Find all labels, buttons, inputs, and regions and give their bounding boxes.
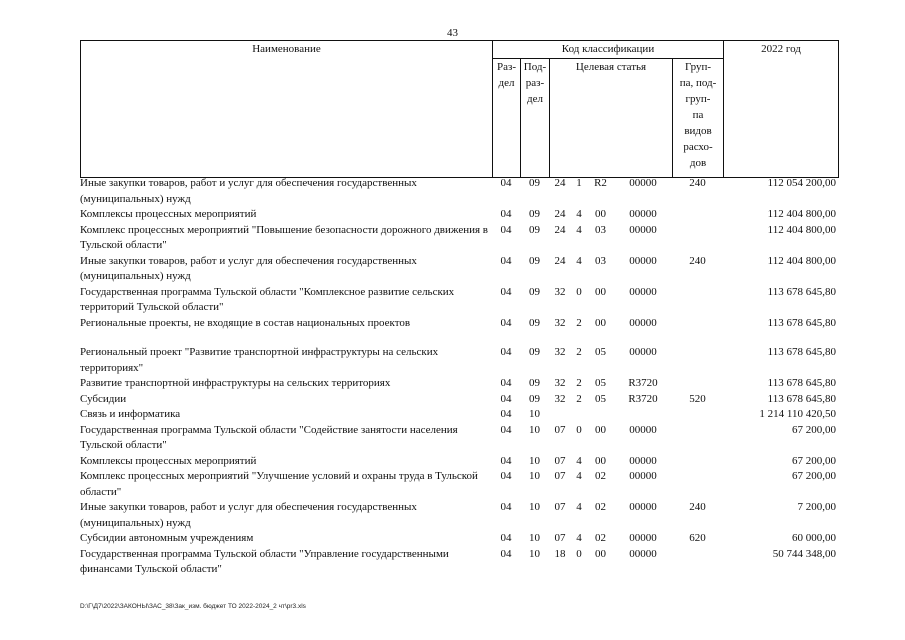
row-target-subprogram: 2 (576, 392, 582, 405)
row-section: 04 (500, 316, 512, 329)
row-subsection: 09 (529, 346, 540, 358)
row-target-subprogram: 4 (576, 208, 582, 220)
row-target-event: R2 (594, 177, 607, 189)
row-target-event: 02 (595, 532, 606, 544)
row-subsection: 09 (529, 285, 540, 298)
table-row (80, 345, 838, 376)
row-target-subprogram (571, 407, 587, 423)
row-target-direction: 00000 (629, 285, 657, 298)
row-target-direction: 00000 (629, 208, 657, 220)
row-expense-type: 240 (689, 501, 706, 513)
row-amount: 7 200,00 (797, 501, 836, 513)
row-section: 04 (500, 454, 512, 467)
row-target-program: 07 (554, 501, 566, 513)
row-subsection: 09 (529, 177, 540, 189)
row-section: 04 (500, 547, 512, 560)
row-target-program: 32 (554, 392, 566, 405)
row-target-event: 00 (595, 208, 606, 220)
header-expense-type: Груп- па, под- груп- па видов расхо- дов (673, 59, 724, 178)
row-target-subprogram: 4 (576, 470, 582, 482)
row-expense-type (672, 285, 723, 316)
row-subsection: 10 (529, 408, 540, 420)
row-amount: 112 404 800,00 (767, 208, 836, 220)
row-name: Комплексы процессных мероприятий (80, 454, 257, 467)
row-name: Развитие транспортной инфраструктуры на сельских территориях (80, 377, 391, 389)
row-target-event: 05 (595, 392, 606, 405)
row-target-subprogram: 2 (576, 346, 582, 358)
row-amount: 60 000,00 (792, 532, 836, 544)
row-amount: 113 678 645,80 (767, 346, 836, 358)
table-row (80, 454, 838, 470)
header-name: Наименование (81, 41, 493, 178)
header-code-group: Код классификации (493, 41, 724, 59)
row-expense-type (672, 345, 723, 376)
row-expense-type (672, 223, 723, 254)
row-name: Региональный проект "Развитие транспортной инфраструктуры на сельских территориях" (80, 346, 439, 374)
row-subsection: 10 (529, 423, 540, 436)
row-target-subprogram: 0 (576, 547, 582, 560)
row-expense-type (672, 207, 723, 223)
header-target-item: Целевая статья (550, 59, 673, 178)
row-name: Комплекс процессных мероприятий "Повышение безопасности дорожного движения в Тульской области" (80, 223, 488, 251)
row-target-subprogram: 2 (576, 316, 582, 329)
row-target-direction: 00000 (629, 346, 657, 358)
row-target-program: 32 (554, 316, 566, 329)
row-target-program: 24 (554, 254, 566, 267)
row-target-subprogram: 0 (576, 285, 582, 298)
row-target-subprogram: 1 (576, 177, 582, 189)
row-name: Субсидии (80, 392, 127, 405)
row-subsection: 10 (529, 547, 540, 560)
row-subsection: 10 (529, 532, 540, 544)
row-amount: 113 678 645,80 (767, 377, 836, 389)
row-target-direction: 00000 (629, 177, 657, 189)
row-expense-type (672, 423, 723, 454)
row-name: Государственная программа Тульской области "Комплексное развитие сельских территорий Тульской области" (80, 285, 455, 313)
row-amount: 112 404 800,00 (767, 223, 836, 236)
row-expense-type: 240 (689, 254, 706, 267)
row-subsection: 09 (529, 316, 540, 329)
row-amount: 113 678 645,80 (767, 392, 836, 405)
row-subsection: 09 (529, 254, 540, 267)
row-target-event: 00 (595, 454, 606, 467)
row-section: 04 (500, 254, 512, 267)
row-spacer-cell (80, 331, 838, 345)
table-row (80, 423, 838, 454)
row-amount: 113 678 645,80 (767, 285, 836, 298)
row-amount: 67 200,00 (792, 423, 836, 436)
row-expense-type (672, 469, 723, 500)
header-subsection: Под- раз- дел (521, 59, 550, 178)
row-subsection: 09 (529, 377, 540, 389)
row-amount: 112 404 800,00 (767, 254, 836, 267)
row-section: 04 (500, 392, 512, 405)
table-row (80, 407, 838, 423)
row-target-event (587, 407, 614, 423)
row-amount: 67 200,00 (792, 470, 836, 482)
table-header (80, 40, 839, 178)
row-target-program: 24 (554, 223, 566, 236)
row-subsection: 10 (529, 470, 540, 482)
row-name: Государственная программа Тульской области "Содействие занятости населения Тульской области" (80, 423, 458, 451)
row-subsection: 09 (529, 208, 540, 220)
table-row (80, 376, 838, 392)
row-target-subprogram: 4 (576, 254, 582, 267)
row-target-direction: 00000 (629, 423, 657, 436)
row-target-program: 07 (554, 454, 566, 467)
row-target-program (549, 407, 571, 423)
row-target-event: 02 (595, 470, 606, 482)
row-expense-type (672, 454, 723, 470)
row-target-program: 32 (554, 377, 566, 389)
row-target-direction: 00000 (629, 547, 657, 560)
header-year: 2022 год (724, 41, 839, 178)
row-target-direction: 00000 (629, 454, 657, 467)
row-section: 04 (500, 501, 512, 513)
row-name: Иные закупки товаров, работ и услуг для обеспечения государственных (муниципальных) нужд (80, 177, 417, 205)
table-row (80, 469, 838, 500)
row-name: Иные закупки товаров, работ и услуг для обеспечения государственных (муниципальных) нужд (80, 254, 417, 282)
row-section: 04 (500, 470, 512, 482)
row-name: Связь и информатика (80, 408, 181, 420)
row-amount: 113 678 645,80 (767, 316, 836, 329)
row-target-event: 00 (595, 285, 606, 298)
table-row (80, 285, 838, 316)
row-target-direction: 00000 (629, 532, 657, 544)
row-subsection: 10 (529, 454, 540, 467)
row-name: Субсидии автономным учреждениям (80, 532, 254, 544)
row-name: Комплекс процессных мероприятий "Улучшение условий и охраны труда в Тульской области" (80, 470, 478, 498)
row-target-event: 03 (595, 223, 606, 236)
table-row (80, 316, 838, 332)
table-row (80, 254, 838, 285)
row-target-program: 07 (554, 470, 566, 482)
row-target-event: 02 (595, 501, 606, 513)
row-expense-type: 620 (689, 532, 706, 544)
row-target-subprogram: 4 (576, 532, 582, 544)
row-section: 04 (500, 177, 512, 189)
row-target-direction: 00000 (629, 470, 657, 482)
row-target-event: 05 (595, 346, 606, 358)
table-row (80, 207, 838, 223)
row-name: Комплексы процессных мероприятий (80, 208, 257, 220)
row-target-program: 07 (554, 423, 566, 436)
header-section: Раз- дел (493, 59, 521, 178)
table-row (80, 500, 838, 531)
row-target-direction: 00000 (629, 223, 657, 236)
table-row (80, 531, 838, 547)
row-name: Иные закупки товаров, работ и услуг для обеспечения государственных (муниципальных) нужд (80, 501, 417, 529)
row-target-event: 00 (595, 423, 606, 436)
row-expense-type (672, 407, 723, 423)
row-target-program: 24 (554, 208, 566, 220)
row-target-program: 24 (554, 177, 566, 189)
row-target-subprogram: 0 (576, 423, 582, 436)
table-row (80, 547, 838, 578)
row-target-direction: 00000 (629, 501, 657, 513)
row-section: 04 (500, 285, 512, 298)
table-row (80, 392, 838, 408)
row-subsection: 09 (529, 223, 540, 236)
row-expense-type (672, 547, 723, 578)
row-target-subprogram: 4 (576, 501, 582, 513)
row-amount: 112 054 200,00 (767, 177, 836, 189)
row-section: 04 (500, 208, 512, 220)
row-subsection: 09 (529, 392, 540, 405)
row-target-program: 07 (554, 532, 566, 544)
row-name: Государственная программа Тульской области "Управление государственными финансами Тульской области" (80, 547, 449, 575)
row-expense-type: 240 (689, 177, 706, 189)
row-spacer (80, 331, 838, 345)
row-target-direction: 00000 (629, 254, 657, 267)
row-target-program: 32 (554, 285, 566, 298)
row-section: 04 (500, 408, 512, 420)
page-number: 43 (447, 27, 458, 39)
budget-table (80, 176, 838, 578)
row-target-event: 05 (595, 377, 606, 389)
row-target-program: 32 (554, 346, 566, 358)
row-amount: 67 200,00 (792, 454, 836, 467)
row-target-event: 00 (595, 316, 606, 329)
row-target-subprogram: 4 (576, 454, 582, 467)
row-target-direction: 00000 (629, 316, 657, 329)
row-name: Региональные проекты, не входящие в состав национальных проектов (80, 316, 411, 329)
row-target-direction: R3720 (628, 392, 658, 405)
row-target-direction: R3720 (628, 377, 658, 389)
table-row (80, 223, 838, 254)
row-subsection: 10 (529, 501, 540, 513)
row-section: 04 (500, 423, 512, 436)
row-section: 04 (500, 377, 512, 389)
row-target-event: 03 (595, 254, 606, 267)
row-section: 04 (500, 346, 512, 358)
footer-file-path: D:\Г\Д7\2022\ЗАКОНЫ\ЗАС_38\Зак_изм. бюджет ТО 2022-2024_2 чт\pr3.xls (80, 603, 306, 610)
row-target-subprogram: 4 (576, 223, 582, 236)
row-target-program: 18 (554, 547, 566, 560)
row-amount: 1 214 110 420,50 (759, 408, 836, 420)
row-section: 04 (500, 223, 512, 236)
row-target-direction (614, 407, 672, 423)
row-expense-type: 520 (689, 392, 706, 405)
row-target-event: 00 (595, 547, 606, 560)
row-target-subprogram: 2 (576, 377, 582, 389)
row-expense-type (672, 316, 723, 332)
row-section: 04 (500, 532, 512, 544)
table-row (80, 176, 838, 207)
row-expense-type (672, 376, 723, 392)
row-amount: 50 744 348,00 (772, 547, 836, 560)
